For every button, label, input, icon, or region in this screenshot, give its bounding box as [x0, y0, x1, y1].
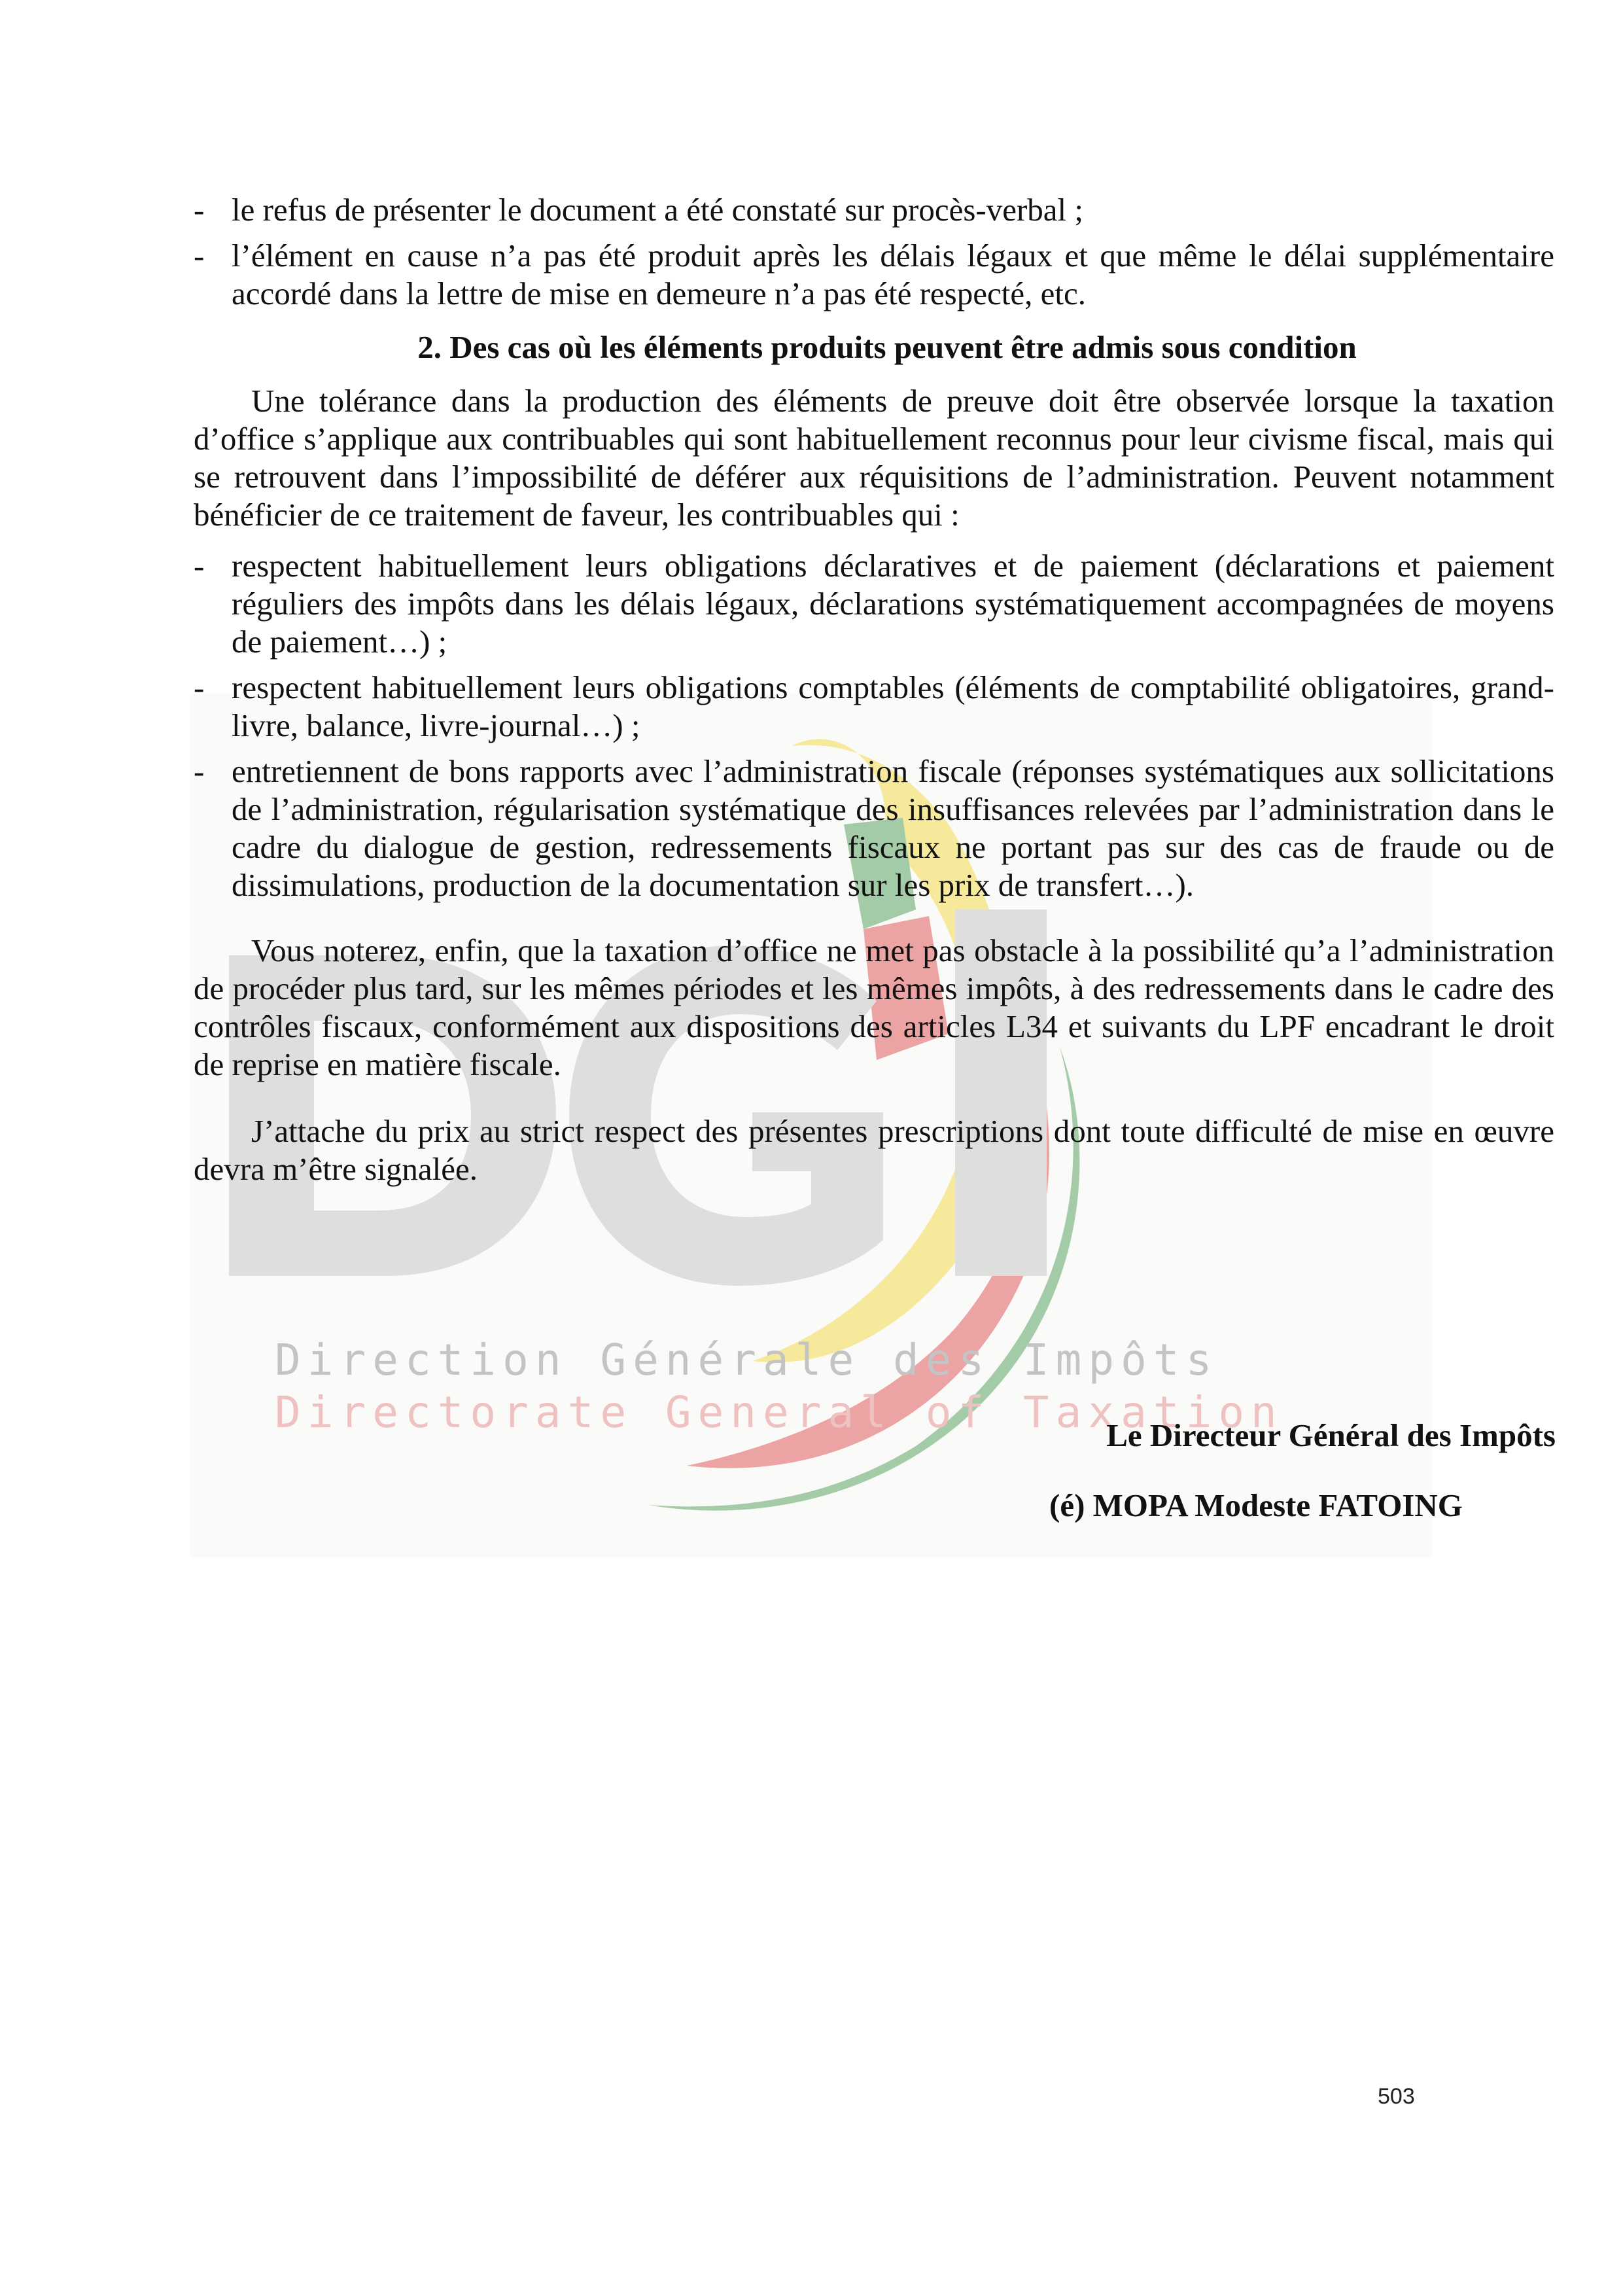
list-item-text: le refus de présenter le document a été constaté sur procès-verbal ; [232, 192, 1083, 228]
list-item-text: entretiennent de bons rapports avec l’administration fiscale (réponses systématiques aux sollicitations de l’administration, régularisation systématique des insuffisances relevées par l’administration dans le cadre du dialogue de gestion, redressements fiscaux ne portant pas sur des cas de fraude ou de dissimulations, production de la documentation sur les prix de transfert…). [232, 753, 1554, 903]
watermark-line-en: Directorate General of Taxation [275, 1387, 1283, 1438]
list-item [194, 191, 1554, 229]
signature-name: (é) MOPA Modeste FATOING [1049, 1487, 1463, 1523]
dash: - [194, 548, 205, 584]
list-item-text: respectent habituellement leurs obligations comptables (éléments de comptabilité obligatoires, grand-livre, balance, livre-journal…) ; [232, 669, 1554, 743]
list-item-text: respectent habituellement leurs obligations déclaratives et de paiement (déclarations et paiement réguliers des impôts dans les délais légaux, déclarations systématiquement accompagnées de moyens de paiement…) ; [232, 548, 1554, 660]
signature-title: Le Directeur Général des Impôts [1106, 1417, 1556, 1453]
dash: - [194, 192, 205, 228]
dash: - [194, 669, 205, 705]
list-item [194, 752, 1554, 904]
list-item [194, 547, 1554, 661]
list-item [194, 237, 1554, 313]
list-item [194, 669, 1554, 745]
page-number: 503 [1378, 2084, 1415, 2109]
watermark-line-fr: Direction Générale des Impôts [275, 1335, 1219, 1385]
document-body [194, 191, 1554, 1188]
paragraph-redressements: Vous noterez, enfin, que la taxation d’office ne met pas obstacle à la possibilité qu’a l’administration de procéder plus tard, sur les mêmes périodes et les mêmes impôts, à des redressements dans le cadre des contrôles fiscaux, conformément aux dispositions des articles L34 et suivants du LPF encadrant le droit de reprise en matière fiscale. [194, 932, 1554, 1082]
section-heading: 2. Des cas où les éléments produits peuvent être admis sous condition [417, 329, 1357, 365]
paragraph-tolerance: Une tolérance dans la production des éléments de preuve doit être observée lorsque la taxation d’office s’applique aux contribuables qui sont habituellement reconnus pour leur civisme fiscal, mais qui se retrouvent dans l’impossibilité de déférer aux réquisitions de l’administration. Peuvent notamment bénéficier de ce traitement de faveur, les contribuables qui : [194, 383, 1554, 533]
list-item-text: l’élément en cause n’a pas été produit après les délais légaux et que même le délai supplémentaire accordé dans la lettre de mise en demeure n’a pas été respecté, etc. [232, 238, 1554, 311]
paragraph-closing: J’attache du prix au strict respect des présentes prescriptions dont toute difficulté de mise en œuvre devra m’être signalée. [194, 1113, 1554, 1187]
dash: - [194, 238, 205, 274]
dash: - [194, 753, 205, 789]
